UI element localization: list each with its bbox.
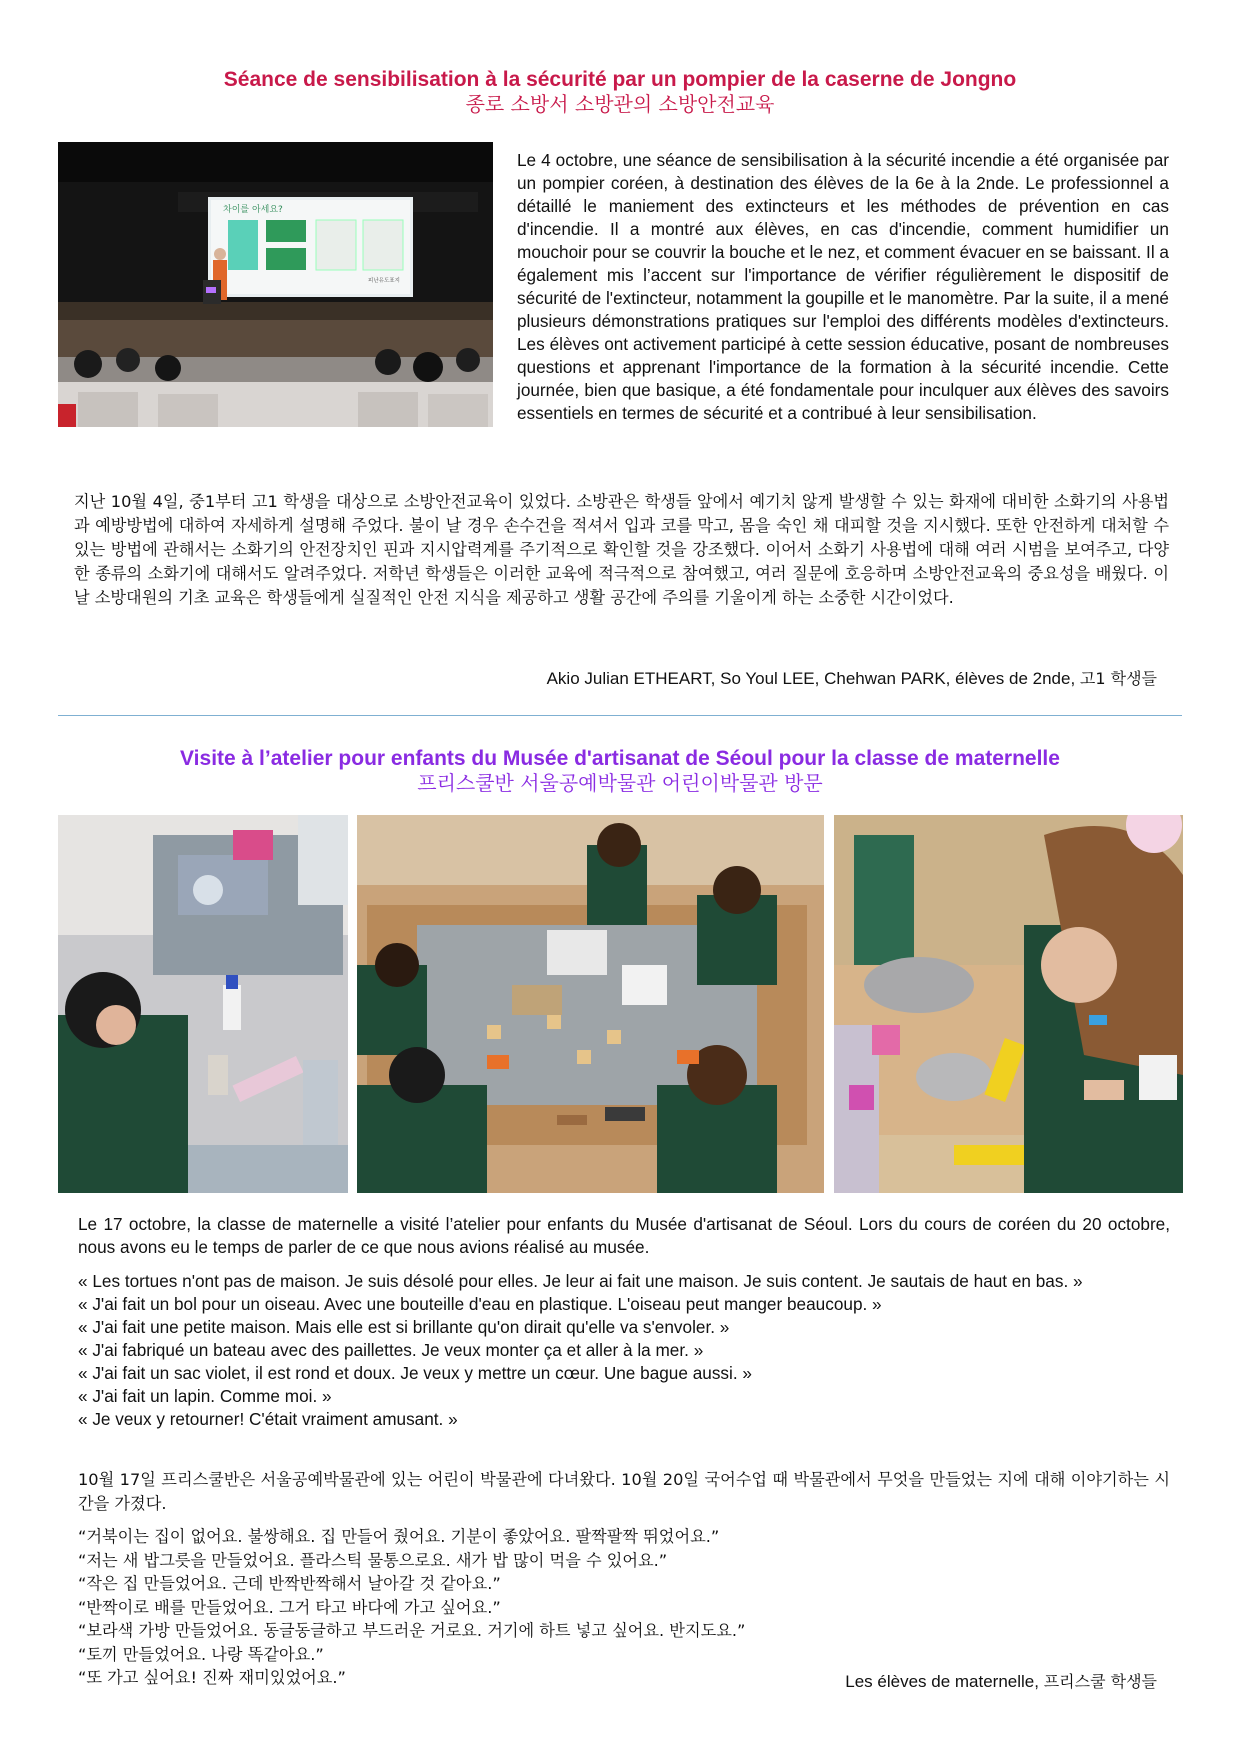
section1-title-fr: Séance de sensibilisation à la sécurité par un pompier de la caserne de Jongno [223,68,1017,91]
slide-title: 차이를 아세요? [223,205,283,215]
workshop-table-photo [357,815,824,1193]
ko-quote: “거북이는 집이 없어요. 불쌍해요. 집 만들어 줬어요. 기분이 좋았어요. 팔짝팔짝 뛰었어요.” [78,1527,720,1546]
fr-quote: « J'ai fait un lapin. Comme moi. » [78,1386,332,1406]
section2-title-ko: 프리스쿨반 서울공예박물관 어린이박물관 방문 [417,771,823,795]
child-crafting-photo [58,815,348,1193]
section1-signature-fr: Akio Julian ETHEART, So Youl LEE, Chehwan PARK, élèves de 2nde, [546,669,1076,688]
ko-quote: “또 가고 싶어요! 진짜 재미있었어요.” [78,1668,346,1687]
section1-fr-text-block [74,149,1169,439]
fr-quote: « J'ai fait une petite maison. Mais elle est si brillante qu'on dirait qu'elle va s'envoler. » [78,1317,730,1337]
section2-signature-ko: 프리스쿨 학생들 [1043,1672,1157,1691]
section2-fr-intro: Le 17 octobre, la classe de maternelle a visité l’atelier pour enfants du Musée d'artisanat de Séoul. Lors du cours de coréen du 20 octobre, nous avons eu le temps de parler de ce que nous avions réalisé au musée. [78,1214,1170,1257]
photo-wrap-spacer [74,149,517,439]
slide-label-right: 피난유도표지 [368,278,400,284]
section1-signature-ko: 고1 학생들 [1079,669,1157,688]
fr-quote: « Je veux y retourner! C'était vraiment amusant. » [78,1409,458,1429]
ko-quote: “보라색 가방 만들었어요. 동글동글하고 부드러운 거로요. 거기에 하트 넣고 싶어요. 반지도요.” [78,1621,746,1640]
section1-ko-text: 지난 10월 4일, 중1부터 고1 학생을 대상으로 소방안전교육이 있었다. 소방관은 학생들 앞에서 예기치 않게 발생할 수 있는 화재에 대비한 소화기의 사용법과 예방방법에 대하여 자세하게 설명해 주었다. 불이 날 경우 손수건을 적셔서 입과 코를 막고, 몸을 숙인 채 대피할 것을 지시했다. 또한 안전하게 대처할 수 있는 방법에 관해서는 소화기의 안전장치인 핀과 지시압력계를 주기적으로 확인할 것을 강조했다. 이어서 소화기 사용법에 대해 여러 시범을 보여주고, 다양한 종류의 소화기에 대해서도 알려주었다. 저학년 학생들은 이러한 교육에 적극적으로 참여했고, 여러 질문에 호응하며 소방안전교육의 중요성을 배웠다. 이 날 소방대원의 기초 교육은 학생들에게 실질적인 안전 지식을 제공하고 생활 공간에 주의를 기울이게 하는 소중한 시간이었다. [74,492,1169,607]
section1-title-ko: 종로 소방서 소방관의 소방안전교육 [465,92,775,116]
section2-title [60,746,1180,796]
section1-signature [547,668,1157,690]
section2-ko-intro: 10월 17일 프리스쿨반은 서울공예박물관에 있는 어린이 박물관에 다녀왔다. 10월 20일 국어수업 때 박물관에서 무엇을 만들었는 지에 대해 이야기하는 시간을 가졌다. [78,1470,1170,1513]
ko-quote: “반짝이로 배를 만들었어요. 그거 타고 바다에 가고 싶어요.” [78,1597,501,1617]
section2-signature-fr: Les élèves de maternelle, [845,1672,1039,1691]
fr-quote: « J'ai fait un sac violet, il est rond et doux. Je veux y mettre un cœur. Une bague aussi. » [78,1363,752,1383]
section1-fr-text: Le 4 octobre, une séance de sensibilisation à la sécurité incendie a été organisée par un pompier coréen, à destination des élèves de la 6e à la 2nde. Le professionnel a détaillé le maniement des extincteurs et les méthodes de prévention en cas d'incendie. Il a montré aux élèves, en cas d'incendie, comment humidifier un mouchoir pour se couvrir la bouche et le nez, et comment évacuer en se baissant. Il a également mis l’accent sur l'importance de vérifier régulièrement le dispositif de sécurité de l'extincteur, notamment la goupille et le manomètre. Par la suite, il a mené plusieurs démonstrations pratiques sur l'emploi des différents modèles d'extincteurs. Les élèves ont activement participé à cette session éducative, posant de nombreuses questions et apprenant l'importance de la formation à la sécurité incendie. Cette journée, bien que basique, a été fondamentale pour inculquer aux élèves des savoirs essentiels en termes de sécurité et a contribué à leur sensibilisation. [517,150,1169,423]
ko-quote: “토끼 만들었어요. 나랑 똑같아요.” [78,1644,324,1664]
section1-title [60,67,1180,117]
fr-quote: « J'ai fabriqué un bateau avec des paillettes. Je veux monter ça et aller à la mer. » [78,1340,704,1360]
section-divider [58,715,1182,716]
clay-crafting-photo [834,815,1183,1193]
fr-quote: « Les tortues n'ont pas de maison. Je suis désolé pour elles. Je leur ai fait une maison. Je suis content. Je sautais de haut en bas. » [78,1271,1083,1291]
section2-ko-quotes [78,1525,1170,1690]
section2-signature [845,1671,1157,1693]
fr-quote: « J'ai fait un bol pour un oiseau. Avec une bouteille d'eau en plastique. L'oiseau peut manger beaucoup. » [78,1294,882,1314]
ko-quote: “작은 집 만들었어요. 근데 반짝반짝해서 날아갈 것 같아요.” [78,1574,501,1593]
ko-quote: “저는 새 밥그릇을 만들었어요. 플라스틱 물통으로요. 새가 밥 많이 먹을 수 있어요.” [78,1550,668,1570]
section2-fr-quotes [78,1270,1170,1431]
section2-title-fr: Visite à l’atelier pour enfants du Musée d'artisanat de Séoul pour la classe de maternelle [180,747,1060,770]
